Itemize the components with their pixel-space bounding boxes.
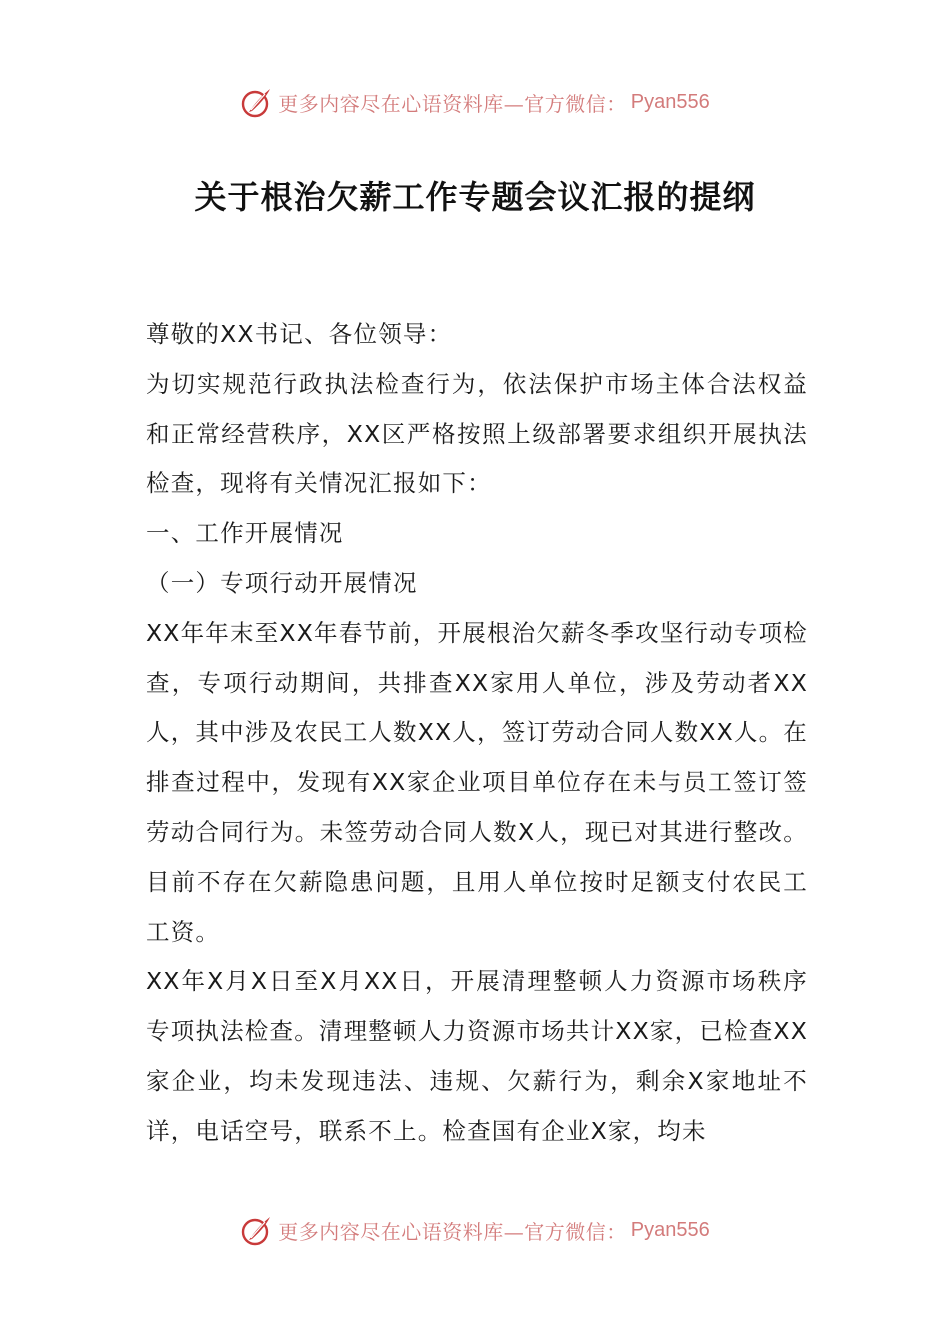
- watermark-text: 更多内容尽在心语资料库—官方微信：: [278, 1219, 627, 1244]
- greeting: 尊敬的XX书记、各位领导：: [146, 320, 453, 348]
- watermark-wechat-id: Pyan556: [630, 90, 710, 113]
- document-title: 关于根治欠薪工作专题会议汇报的提纲: [194, 178, 756, 216]
- body-paragraph-2: XX年X月X日至X月XX日，开展清理整顿人力资源市场秩序专项执法检查。清理整顿人力资源市场共计XX家，已检查XX家企业，均未发现违法、违规、欠薪行为，剩余X家地址不详，电话空号，联系不上。检查国有企业X家，均未: [146, 967, 808, 1145]
- quill-logo-icon: [240, 85, 274, 119]
- intro-paragraph: 为切实规范行政执法检查行为，依法保护市场主体合法权益和正常经营秩序，XX区严格按照上级部署要求组织开展执法检查，现将有关情况汇报如下：: [146, 369, 808, 498]
- watermark-banner-bottom: [0, 1210, 950, 1250]
- watermark-wechat-id: Pyan556: [630, 1218, 710, 1241]
- quill-logo-icon: [240, 1213, 274, 1247]
- body-paragraph-1: XX年年末至XX年春节前，开展根治欠薪冬季攻坚行动专项检查，专项行动期间，共排查XX家用人单位，涉及劳动者XX人，其中涉及农民工人数XX人，签订劳动合同人数XX人。在排查过程中，发现有XX家企业项目单位存在未与员工签订签劳动合同行为。未签劳动合同人数X人，现已对其进行整改。目前不存在欠薪隐患问题，且用人单位按时足额支付农民工工资。: [146, 618, 808, 946]
- watermark-text: 更多内容尽在心语资料库—官方微信：: [278, 91, 627, 116]
- section-heading: 一、工作开展情况: [146, 519, 344, 548]
- subsection-heading: （一）专项行动开展情况: [146, 568, 418, 597]
- watermark-banner-top: [0, 82, 950, 122]
- document-body: [146, 310, 808, 1157]
